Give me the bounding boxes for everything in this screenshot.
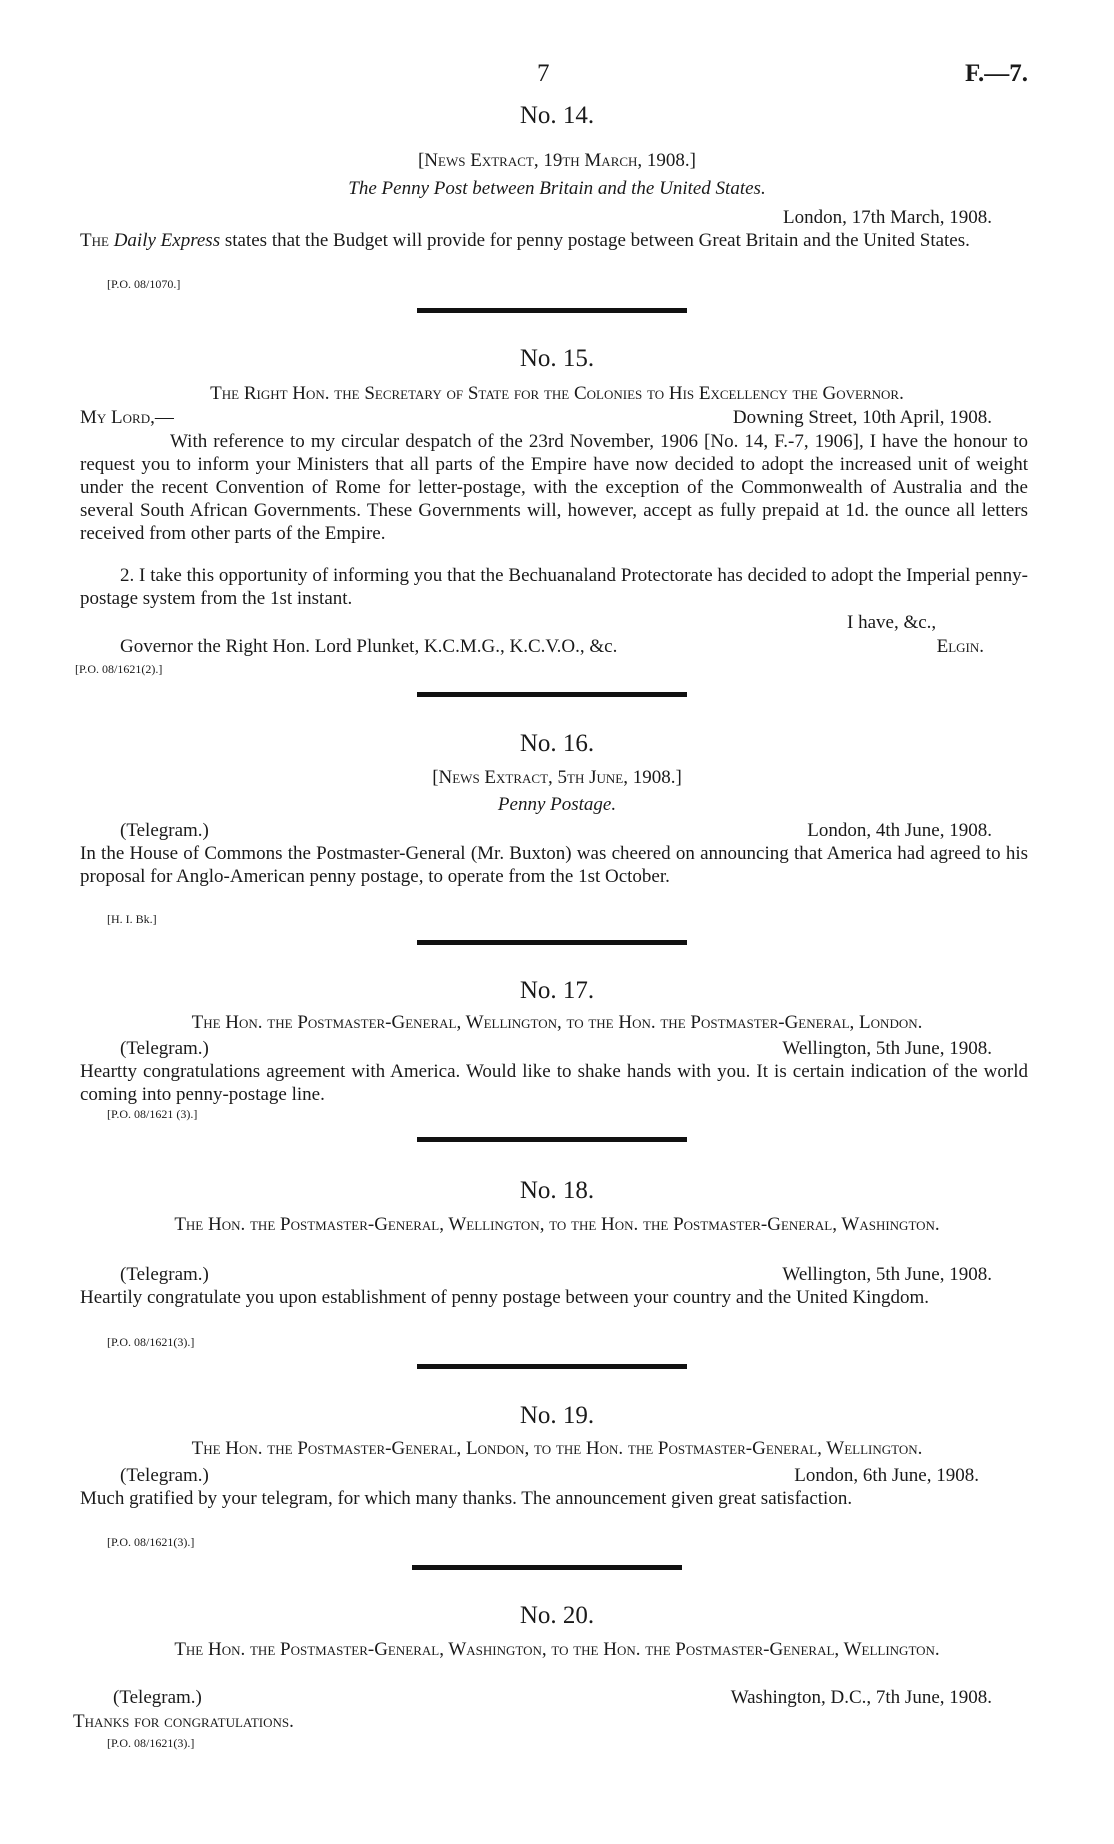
entry-20-body: Thanks for congratulations. bbox=[73, 1711, 294, 1732]
entry-18-telegram: (Telegram.) bbox=[120, 1264, 209, 1285]
entry-14-body-text: states that the Budget will provide for penny postage between Great Britain and the United States. bbox=[224, 230, 970, 251]
entry-15-addressee: Governor the Right Hon. Lord Plunket, K.C.M.G., K.C.V.O., &c. bbox=[120, 636, 618, 657]
entry-20-dateline: Washington, D.C., 7th June, 1908. bbox=[730, 1687, 992, 1708]
entry-15-salutation: My Lord,— bbox=[80, 407, 174, 428]
entry-16-subtitle: Penny Postage. bbox=[497, 794, 617, 815]
entry-17-ref: [P.O. 08/1621 (3).] bbox=[107, 1107, 198, 1121]
entry-16-dateline: London, 4th June, 1908. bbox=[807, 820, 992, 841]
entry-14-dateline: London, 17th March, 1908. bbox=[783, 207, 992, 228]
divider-rule bbox=[417, 308, 687, 313]
divider-rule bbox=[412, 1565, 682, 1570]
entry-14-ref: [P.O. 08/1070.] bbox=[107, 277, 181, 291]
entry-15-signature: Elgin. bbox=[936, 636, 984, 657]
entry-16-extract: [News Extract, 5th June, 1908.] bbox=[432, 767, 682, 788]
entry-19-heading: The Hon. the Postmaster-General, London, to the Hon. the Postmaster-General, Wellington. bbox=[191, 1438, 923, 1459]
entry-17-telegram: (Telegram.) bbox=[120, 1038, 209, 1059]
entry-19-number: No. 19. bbox=[519, 1402, 595, 1429]
entry-18-number: No. 18. bbox=[519, 1177, 595, 1204]
page-number: 7 bbox=[537, 60, 550, 87]
entry-14-body-ital: Daily Express bbox=[113, 230, 221, 251]
entry-15-paragraph-1: With reference to my circular despatch of the 23rd November, 1906 [No. 14, F.-7, 1906], I have the honour to request you to inform your Ministers that all parts of the Empire have now decided to adopt the increased unit of weight under the recent Convention of Rome for letter-postage, with the exception of the Commonwealth of Australia and the several South African Governments. These Governments will, however, accept as fully prepaid at 1d. the ounce all letters received from other parts of the Empire. bbox=[80, 431, 1028, 544]
entry-15-closing: I have, &c., bbox=[847, 612, 937, 633]
entry-20-heading: The Hon. the Postmaster-General, Washington, to the Hon. the Postmaster-General, Wellington. bbox=[174, 1639, 940, 1660]
entry-14-body bbox=[80, 229, 1028, 252]
entry-15-paragraph-2: 2. I take this opportunity of informing you that the Bechuanaland Protectorate has decided to adopt the Imperial penny-postage system from the 1st instant. bbox=[80, 565, 1028, 609]
entry-16-number: No. 16. bbox=[519, 730, 595, 757]
entry-14-body-lead: The bbox=[80, 230, 109, 251]
entry-19-ref: [P.O. 08/1621(3).] bbox=[107, 1535, 195, 1549]
entry-17-number: No. 17. bbox=[519, 977, 595, 1004]
entry-15-number: No. 15. bbox=[519, 345, 595, 372]
entry-16-body: In the House of Commons the Postmaster-General (Mr. Buxton) was cheered on announcing that America had agreed to his proposal for Anglo-American penny postage, to operate from the 1st October. bbox=[80, 843, 1028, 887]
entry-17-dateline: Wellington, 5th June, 1908. bbox=[782, 1038, 992, 1059]
entry-18-dateline: Wellington, 5th June, 1908. bbox=[782, 1264, 992, 1285]
entry-18-heading: The Hon. the Postmaster-General, Wellington, to the Hon. the Postmaster-General, Washington. bbox=[174, 1214, 940, 1235]
entry-19-body: Much gratified by your telegram, for which many thanks. The announcement given great satisfaction. bbox=[80, 1488, 853, 1509]
divider-rule bbox=[417, 692, 687, 697]
entry-16-ref: [H. I. Bk.] bbox=[107, 912, 157, 926]
entry-17-heading: The Hon. the Postmaster-General, Wellington, to the Hon. the Postmaster-General, London. bbox=[191, 1012, 923, 1033]
entry-16-telegram: (Telegram.) bbox=[120, 820, 209, 841]
entry-17-body: Heartty congratulations agreement with America. Would like to shake hands with you. It is certain indication of the world coming into penny-postage line. bbox=[80, 1061, 1028, 1105]
entry-15-dateline: Downing Street, 10th April, 1908. bbox=[732, 407, 992, 428]
entry-20-number: No. 20. bbox=[519, 1602, 595, 1629]
entry-14-subtitle: The Penny Post between Britain and the United States. bbox=[348, 178, 766, 199]
entry-18-ref: [P.O. 08/1621(3).] bbox=[107, 1335, 195, 1349]
entry-15-heading: The Right Hon. the Secretary of State for the Colonies to His Excellency the Governor. bbox=[210, 383, 904, 404]
page-code: F.—7. bbox=[965, 60, 1028, 87]
entry-19-telegram: (Telegram.) bbox=[120, 1465, 209, 1486]
entry-14-number: No. 14. bbox=[519, 102, 595, 129]
divider-rule bbox=[417, 940, 687, 945]
divider-rule bbox=[417, 1137, 687, 1142]
entry-20-telegram: (Telegram.) bbox=[113, 1687, 202, 1708]
entry-18-body: Heartily congratulate you upon establishment of penny postage between your country and the United Kingdom. bbox=[80, 1287, 929, 1308]
divider-rule bbox=[417, 1364, 687, 1369]
entry-20-ref: [P.O. 08/1621(3).] bbox=[107, 1736, 195, 1750]
entry-15-ref: [P.O. 08/1621(2).] bbox=[75, 662, 163, 676]
entry-19-dateline: London, 6th June, 1908. bbox=[794, 1465, 979, 1486]
entry-14-extract: [News Extract, 19th March, 1908.] bbox=[417, 150, 696, 171]
